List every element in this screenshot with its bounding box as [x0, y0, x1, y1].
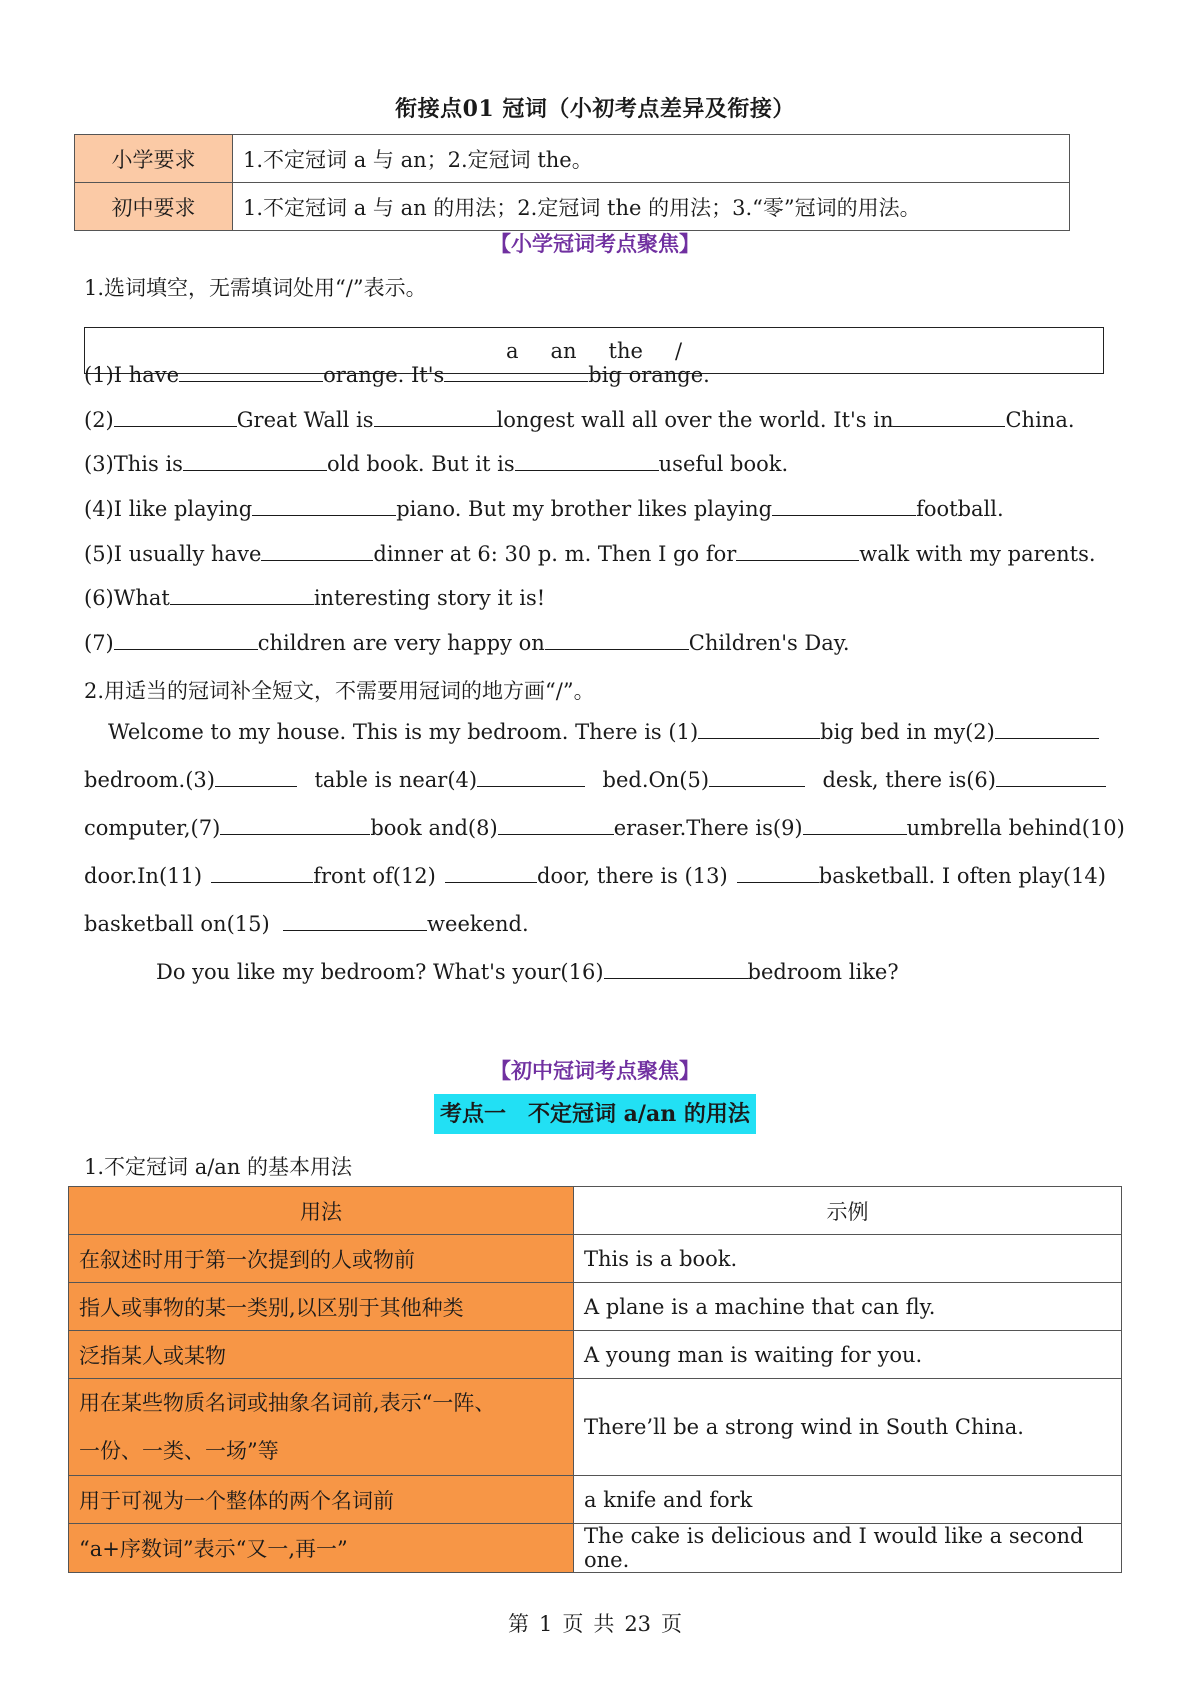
requirement-label: 小学要求: [75, 135, 233, 183]
answer-blank[interactable]: [698, 737, 820, 739]
answer-blank[interactable]: [995, 737, 1099, 739]
table-row: [75, 183, 1070, 231]
answer-blank[interactable]: [477, 785, 585, 787]
exercise1-item: (3)This is old book. But it is useful book.: [84, 452, 789, 476]
answer-blank[interactable]: [709, 785, 805, 787]
column-header: 示例: [574, 1187, 1122, 1235]
column-header: 用法: [69, 1187, 574, 1235]
answer-blank[interactable]: [893, 425, 1005, 427]
usage-cell: 用在某些物质名词或抽象名词前,表示“一阵、 一份、一类、一场”等: [69, 1379, 574, 1476]
total-pages: 23: [624, 1612, 652, 1636]
current-page-number: 1: [538, 1612, 553, 1636]
answer-blank[interactable]: [252, 514, 396, 516]
junior-section-heading: 【初中冠词考点聚焦】: [490, 1058, 700, 1083]
usage-table: [68, 1186, 1122, 1573]
answer-blank[interactable]: [498, 833, 614, 835]
answer-blank[interactable]: [211, 881, 313, 883]
word-option: /: [674, 338, 683, 363]
example-cell: The cake is delicious and I would like a second one.: [574, 1524, 1122, 1573]
table-header-row: [69, 1187, 1122, 1235]
answer-blank[interactable]: [215, 785, 297, 787]
usage-cell: 指人或事物的某一类别,以区别于其他种类: [69, 1283, 574, 1331]
answer-blank[interactable]: [445, 881, 537, 883]
example-cell: a knife and fork: [574, 1476, 1122, 1524]
page-footer: 第 1 页 共 23 页: [507, 1612, 683, 1636]
answer-blank[interactable]: [114, 648, 258, 650]
exercise1-item: (1)I have orange. It's big orange.: [84, 363, 710, 387]
passage: [84, 708, 1125, 996]
table-row: [69, 1235, 1122, 1283]
word-option: a: [505, 338, 519, 363]
exercise1-item: (5)I usually have dinner at 6: 30 p. m. Then I go for walk with my parents.: [84, 542, 1096, 566]
answer-blank[interactable]: [515, 469, 659, 471]
answer-blank[interactable]: [545, 648, 689, 650]
answer-blank[interactable]: [170, 603, 314, 605]
answer-blank[interactable]: [996, 785, 1106, 787]
answer-blank[interactable]: [114, 425, 237, 427]
usage-cell: “a+序数词”表示“又一,再一”: [69, 1524, 574, 1573]
table-row: [69, 1379, 1122, 1476]
passage-line: Welcome to my house. This is my bedroom. There is (1) big bed in my(2): [84, 708, 1106, 756]
answer-blank[interactable]: [374, 425, 497, 427]
kaodian-heading: 考点一 不定冠词 a/an 的用法: [434, 1094, 756, 1134]
example-cell: This is a book.: [574, 1235, 1122, 1283]
answer-blank[interactable]: [179, 380, 323, 382]
exercise2-instruction: 2.用适当的冠词补全短文，不需要用冠词的地方画“/”。: [84, 679, 595, 703]
answer-blank[interactable]: [283, 929, 427, 931]
example-cell: A young man is waiting for you.: [574, 1331, 1122, 1379]
passage-line: bedroom.(3) table is near(4) bed.On(5) desk, there is(6): [84, 756, 1106, 804]
requirement-text: 1.不定冠词 a 与 an；2.定冠词 the。: [233, 135, 1070, 183]
example-cell: A plane is a machine that can fly.: [574, 1283, 1122, 1331]
table-row: [69, 1331, 1122, 1379]
subheading: 1.不定冠词 a/an 的基本用法: [84, 1155, 353, 1179]
table-row: [75, 135, 1070, 183]
answer-blank[interactable]: [604, 977, 748, 979]
passage-line: computer,(7) book and(8) eraser.There is(9) umbrella behind(10): [84, 816, 1125, 840]
word-option: an: [550, 338, 577, 363]
exercise1-item: (6)What interesting story it is!: [84, 586, 546, 610]
passage-line: door.In(11) front of(12) door, there is (13) basketball. I often play(14): [84, 864, 1106, 888]
answer-blank[interactable]: [444, 380, 588, 382]
answer-blank[interactable]: [803, 833, 907, 835]
requirement-label: 初中要求: [75, 183, 233, 231]
primary-section-heading: 【小学冠词考点聚焦】: [490, 231, 700, 256]
answer-blank[interactable]: [261, 559, 373, 561]
word-option: the: [608, 338, 643, 363]
passage-line: basketball on(15) weekend.: [84, 912, 529, 936]
usage-cell: 用于可视为一个整体的两个名词前: [69, 1476, 574, 1524]
answer-blank[interactable]: [183, 469, 327, 471]
exercise1-instruction: 1.选词填空，无需填词处用“/”表示。: [84, 276, 427, 300]
exercise1-item: (7) children are very happy on Children's Day.: [84, 631, 850, 655]
page-title: 衔接点01 冠词（小初考点差异及衔接）: [395, 96, 795, 122]
table-row: [69, 1524, 1122, 1573]
example-cell: There’ll be a strong wind in South China.: [574, 1379, 1122, 1476]
table-row: [69, 1476, 1122, 1524]
requirement-text: 1.不定冠词 a 与 an 的用法；2.定冠词 the 的用法；3.“零”冠词的用法。: [233, 183, 1070, 231]
exercise1-item: (4)I like playing piano. But my brother likes playing football.: [84, 497, 1004, 521]
usage-cell: 在叙述时用于第一次提到的人或物前: [69, 1235, 574, 1283]
answer-blank[interactable]: [772, 514, 916, 516]
table-row: [69, 1283, 1122, 1331]
requirements-table: [74, 134, 1070, 231]
usage-cell: 泛指某人或某物: [69, 1331, 574, 1379]
answer-blank[interactable]: [220, 833, 370, 835]
answer-blank[interactable]: [736, 559, 859, 561]
exercise1-item: (2) Great Wall is longest wall all over the world. It's in China.: [84, 408, 1075, 432]
passage-line: Do you like my bedroom? What's your(16) bedroom like?: [156, 960, 899, 984]
answer-blank[interactable]: [737, 881, 819, 883]
